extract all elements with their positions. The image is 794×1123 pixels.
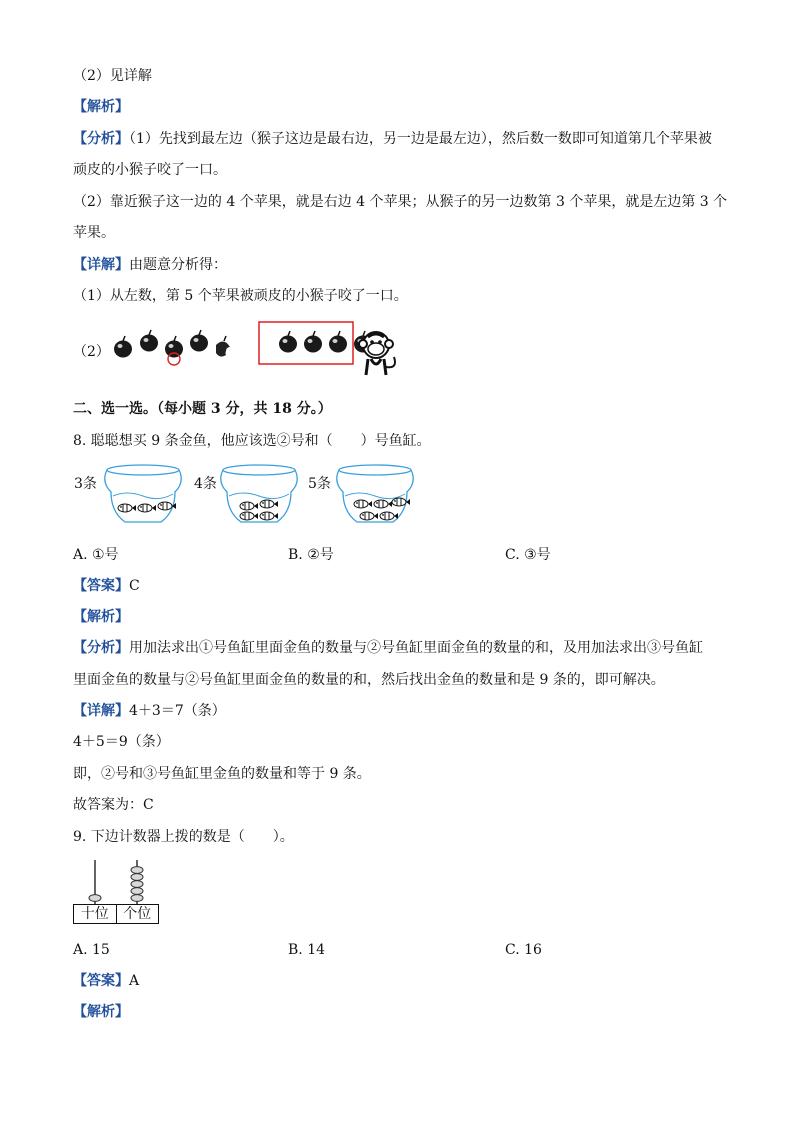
ones-place-label: 个位	[123, 906, 152, 922]
apple-icon	[304, 331, 322, 353]
question-8-stem: 8. 聪聪想买 9 条金鱼，他应该选②号和（ ）号鱼缸。	[73, 433, 431, 449]
tank-3-label: 5条	[308, 476, 331, 492]
question-9-stem: 9. 下边计数器上拨的数是（ ）。	[73, 829, 294, 845]
abacus-bead	[89, 895, 101, 902]
abacus-place-labels	[73, 904, 159, 924]
abacus-bead	[131, 867, 143, 874]
analysis-line: 顽皮的小猴子咬了一口。	[73, 162, 227, 178]
detail-line-label: （2）	[73, 344, 110, 360]
fish-tank-1	[101, 462, 185, 526]
section-heading: 二、选一选。（每小题 3 分，共 18 分。）	[73, 401, 332, 417]
apple-icon	[140, 330, 158, 352]
detail-line	[73, 701, 226, 721]
fish-icon	[354, 500, 372, 508]
tens-place-label: 十位	[74, 905, 117, 923]
apple-icon	[216, 336, 234, 357]
fenxi-text: （1）先找到最左边（猴子这边是最右边，另一边是最左边），然后数一数即可知道第几个苹果被	[129, 131, 712, 147]
answer-tag: 【答案】	[73, 973, 129, 989]
analysis-tag: 【解析】	[73, 99, 129, 115]
answer-value: A	[129, 973, 140, 989]
apple-icon	[329, 331, 347, 353]
fenxi-tag: 【分析】	[73, 131, 129, 147]
analysis-line	[73, 129, 712, 149]
fish-icon	[138, 504, 156, 512]
fish-icon	[240, 502, 258, 510]
fish-icon	[260, 500, 278, 508]
detail-line: 即，②号和③号鱼缸里金鱼的数量和等于 9 条。	[73, 766, 371, 782]
apple-icon	[114, 336, 132, 358]
fish-icon	[380, 512, 398, 520]
fish-tank-3	[333, 462, 417, 526]
fish-icon	[360, 512, 378, 520]
detail-text: 4＋3＝7（条）	[129, 703, 226, 719]
apple-icon	[279, 331, 297, 353]
option-c[interactable]: C. ③号	[505, 547, 551, 563]
tank-1-label: 3条	[74, 476, 97, 492]
tank-2-label: 4条	[194, 476, 217, 492]
analysis-line: （2）靠近猴子这一边的 4 个苹果，就是右边 4 个苹果；从猴子的另一边数第 3 个苹果，就是左边第 3 个	[73, 194, 728, 210]
abacus-bead	[131, 888, 143, 895]
fish-icon	[392, 498, 410, 506]
detail-text: 由题意分析得：	[129, 257, 227, 273]
abacus-rods	[73, 858, 163, 904]
fish-tank-2	[217, 462, 301, 526]
answer-item-2: （2）见详解	[73, 68, 152, 84]
abacus-bead	[131, 874, 143, 881]
abacus-bead	[131, 881, 143, 888]
analysis-line	[73, 638, 703, 658]
xiangjie-tag: 【详解】	[73, 257, 129, 273]
answer-line	[73, 971, 139, 991]
apple-icon	[190, 330, 208, 352]
option-a[interactable]: A. 15	[73, 942, 110, 958]
fenxi-text: 用加法求出①号鱼缸里面金鱼的数量与②号鱼缸里面金鱼的数量的和，及用加法求出③号鱼缸	[129, 640, 703, 656]
option-b[interactable]: B. ②号	[288, 547, 334, 563]
fenxi-tag: 【分析】	[73, 640, 129, 656]
option-b[interactable]: B. 14	[288, 942, 326, 958]
monkey-icon	[359, 332, 395, 375]
fish-icon	[240, 512, 258, 520]
detail-line	[73, 255, 227, 275]
apple-row-figure	[108, 315, 408, 385]
answer-line	[73, 576, 140, 596]
option-c[interactable]: C. 16	[505, 942, 542, 958]
fish-icon	[118, 504, 136, 512]
option-a[interactable]: A. ①号	[73, 547, 119, 563]
answer-value: C	[129, 578, 140, 594]
detail-line: （1）从左数，第 5 个苹果被顽皮的小猴子咬了一口。	[73, 288, 408, 304]
answer-tag: 【答案】	[73, 578, 129, 594]
conclusion-line: 故答案为：C	[73, 797, 154, 813]
analysis-tag: 【解析】	[73, 1004, 129, 1020]
fish-icon	[260, 512, 278, 520]
apple-icon	[165, 336, 183, 358]
detail-line: 4＋5＝9（条）	[73, 734, 170, 750]
abacus-bead	[131, 895, 143, 902]
fish-icon	[374, 500, 392, 508]
analysis-line: 里面金鱼的数量与②号鱼缸里面金鱼的数量的和，然后找出金鱼的数量和是 9 条的，即可解决。	[73, 672, 665, 688]
xiangjie-tag: 【详解】	[73, 703, 129, 719]
analysis-line: 苹果。	[73, 225, 115, 241]
analysis-tag: 【解析】	[73, 609, 129, 625]
